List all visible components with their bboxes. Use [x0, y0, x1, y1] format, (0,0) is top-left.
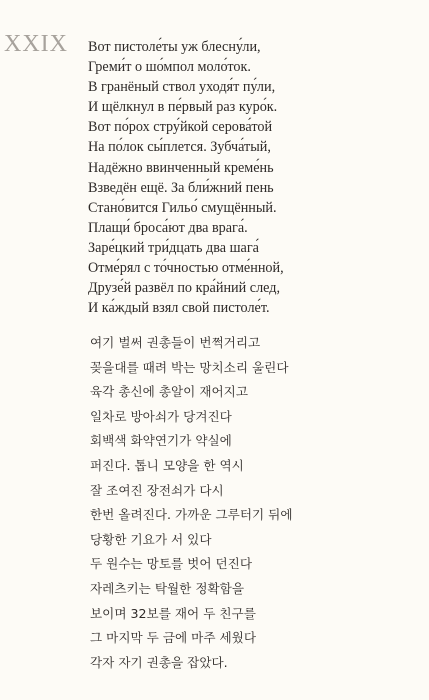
russian-line: Друзе́й развёл по кра́йний след, [88, 280, 281, 297]
korean-line: 그 마지막 두 금에 마주 세웠다 [90, 630, 257, 646]
russian-line: И щёлкнул в пе́рвый раз куро́к. [88, 99, 278, 116]
russian-line: Заре́цкий три́дцать два шага́ [88, 239, 259, 256]
korean-line: 보이며 32보를 재어 두 친구를 [90, 605, 256, 621]
russian-line: Вот по́рох стру́йкой серова́той [88, 119, 273, 136]
korean-line: 두 원수는 망토를 벗어 던진다 [90, 556, 252, 572]
korean-line: 자레츠키는 탁월한 정확함을 [90, 580, 244, 596]
russian-line: Греми́т о шо́мпол моло́ток. [88, 59, 251, 76]
russian-stanza [88, 37, 418, 318]
korean-line: 각자 자기 권총을 잡았다. [90, 654, 228, 670]
russian-line: На по́лок сы́плется. Зубча́тый, [88, 139, 271, 156]
stanza-number: XXIX [4, 31, 68, 57]
korean-line: 일차로 방아쇠가 당겨진다 [90, 408, 232, 424]
korean-line: 한번 올려진다. 가까운 그루터기 뒤에 [90, 507, 293, 523]
korean-line: 육각 총신에 총알이 재어지고 [90, 384, 248, 400]
russian-line: Стано́вится Гильо́ смущённый. [88, 199, 277, 216]
russian-line: Взведён ещё. За бли́жний пень [88, 179, 274, 196]
korean-line: 잘 조여진 장전쇠가 다시 [90, 482, 224, 498]
russian-line: Плащи́ броса́ют два врага́. [88, 219, 248, 236]
russian-line: Вот пистоле́ты уж блесну́ли, [88, 39, 261, 55]
korean-line: 회백색 화약연기가 약실에 [90, 433, 232, 449]
korean-line: 당황한 기요가 서 있다 [90, 531, 212, 547]
korean-line: 꽂을대를 때려 박는 망치소리 울린다 [90, 359, 289, 375]
russian-line: В гранёный ствол уходя́т пу́ли, [88, 79, 276, 96]
russian-line: Надёжно ввинченный креме́нь [88, 159, 274, 176]
russian-line: И ка́ждый взял свой пистоле́т. [88, 300, 270, 317]
russian-line: Отме́рял с то́чностью отме́нной, [88, 260, 284, 277]
korean-line: 여기 벌써 권총들이 번쩍거리고 [90, 335, 261, 350]
korean-stanza [90, 331, 420, 675]
korean-line: 퍼진다. 톱니 모양을 한 역시 [90, 457, 244, 473]
